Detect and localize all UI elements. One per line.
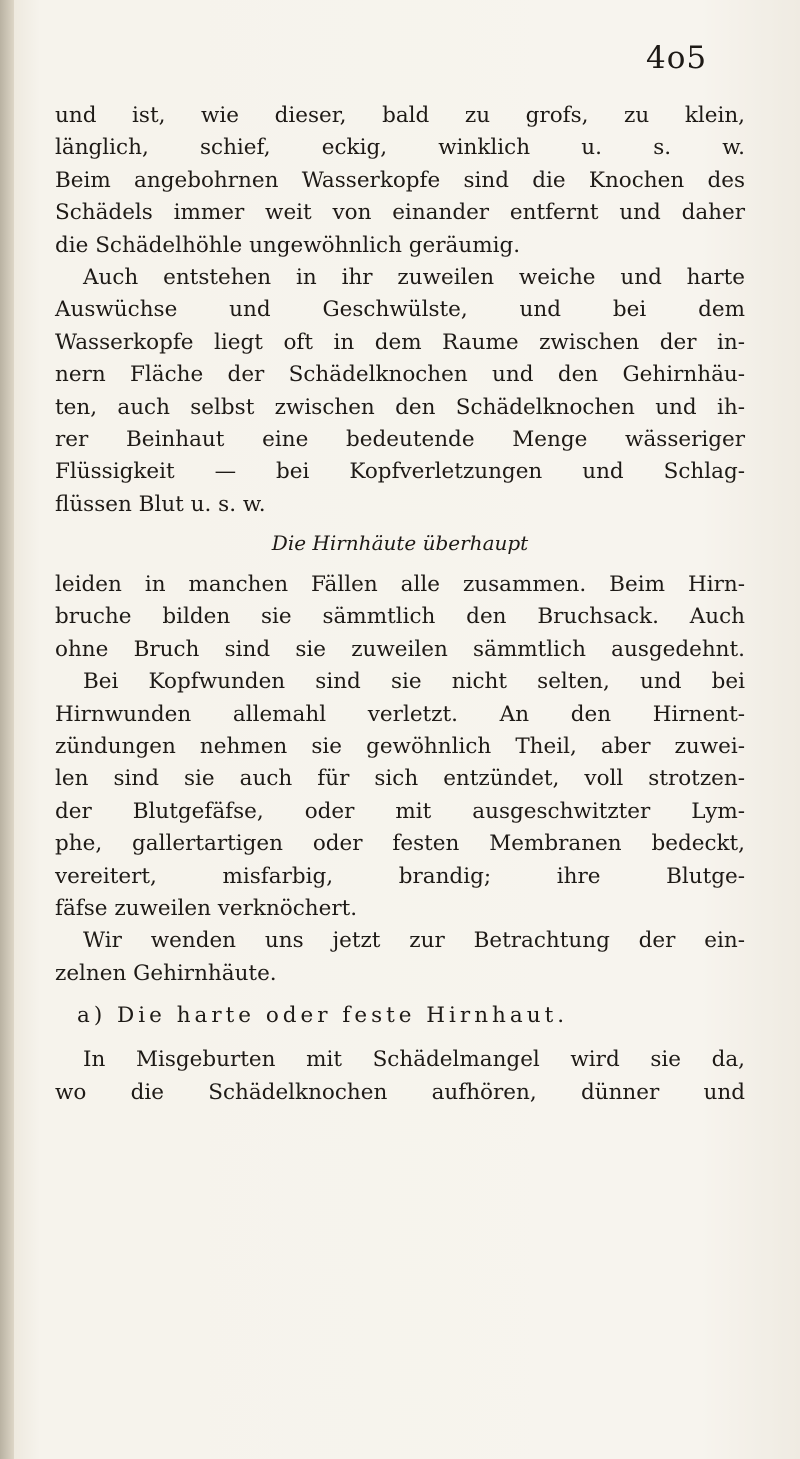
text-line: zündungen nehmen sie gewöhnlich Theil, aber zuwei- bbox=[55, 734, 745, 760]
text-line: Wir wenden uns jetzt zur Betrachtung der ein- bbox=[83, 928, 745, 954]
text-line: wo die Schädelknochen aufhören, dünner und bbox=[55, 1079, 745, 1105]
text-line: nern Fläche der Schädelknochen und den Gehirnhäu- bbox=[55, 362, 745, 388]
text-line: phe, gallertartigen oder festen Membranen bedeckt, bbox=[55, 831, 745, 857]
page-binding-edge bbox=[0, 0, 14, 1459]
text-line: Schädels immer weit von einander entfernt und daher bbox=[55, 200, 745, 226]
text-line: rer Beinhaut eine bedeutende Menge wässeriger bbox=[55, 426, 745, 452]
text-line: In Misgeburten mit Schädelmangel wird sie da, bbox=[83, 1047, 745, 1073]
text-line: vereitert, misfarbig, brandig; ihre Blutge- bbox=[55, 863, 745, 889]
text-line: länglich, schief, eckig, winklich u. s. w. bbox=[55, 135, 745, 161]
text-line: die Schädelhöhle ungewöhnlich geräumig. bbox=[55, 232, 521, 258]
text-line: zelnen Gehirnhäute. bbox=[55, 960, 277, 986]
text-line: Bei Kopfwunden sind sie nicht selten, und bei bbox=[83, 669, 745, 695]
text-line: ohne Bruch sind sie zuweilen sämmtlich ausgedehnt. bbox=[55, 636, 745, 662]
text-line: fäfse zuweilen verknöchert. bbox=[55, 895, 358, 921]
text-line: flüssen Blut u. s. w. bbox=[55, 491, 266, 517]
text-line: ten, auch selbst zwischen den Schädelknochen und ih- bbox=[55, 394, 745, 420]
body-text bbox=[55, 100, 745, 1109]
text-line: Flüssigkeit — bei Kopfverletzungen und Schlag- bbox=[55, 459, 745, 485]
text-line: len sind sie auch für sich entzündet, voll strotzen- bbox=[55, 766, 745, 792]
text-line: Hirnwunden allemahl verletzt. An den Hirnent- bbox=[55, 701, 745, 727]
text-line: Wasserkopfe liegt oft in dem Raume zwischen der in- bbox=[55, 329, 745, 355]
text-line: Beim angebohrnen Wasserkopfe sind die Knochen des bbox=[55, 167, 745, 193]
page-number: 4o5 bbox=[646, 40, 708, 76]
text-line: bruche bilden sie sämmtlich den Bruchsack. Auch bbox=[55, 604, 745, 630]
text-line: leiden in manchen Fällen alle zusammen. Beim Hirn- bbox=[55, 572, 745, 598]
text-line: Auswüchse und Geschwülste, und bei dem bbox=[55, 297, 745, 323]
section-heading: Die Hirnhäute überhaupt bbox=[271, 531, 529, 556]
text-line: und ist, wie dieser, bald zu grofs, zu klein, bbox=[55, 103, 745, 128]
subsection-heading: a) Die harte oder feste Hirnhaut. bbox=[77, 1003, 569, 1029]
text-line: Auch entstehen in ihr zuweilen weiche und harte bbox=[83, 264, 745, 290]
text-line: der Blutgefäfse, oder mit ausgeschwitzter Lym- bbox=[55, 798, 745, 824]
